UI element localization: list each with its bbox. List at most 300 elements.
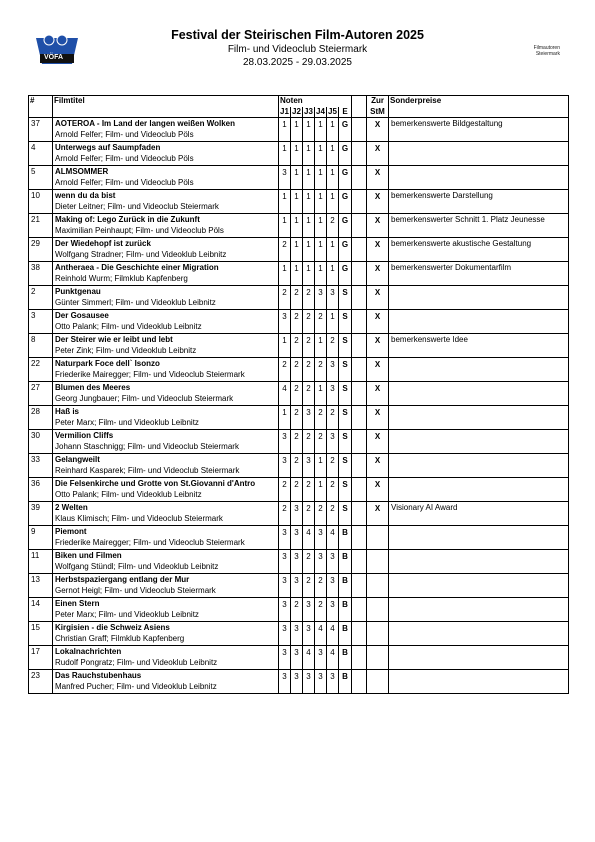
film-cell: [53, 646, 279, 670]
col-j4-header: J4: [316, 106, 325, 116]
score-j2: 2: [291, 454, 303, 478]
score-j4: 2: [315, 358, 327, 382]
col-e-header-top: [339, 96, 352, 107]
score-j2: 3: [291, 622, 303, 646]
score-j2: 3: [291, 670, 303, 694]
score-j3: 2: [303, 286, 315, 310]
score-j3: 3: [303, 670, 315, 694]
score-j4: 2: [315, 430, 327, 454]
film-cell: [53, 382, 279, 406]
stm-mark: X: [367, 166, 389, 190]
score-j1: 3: [279, 526, 291, 550]
score-j3: 1: [303, 142, 315, 166]
spacer-col-header: [352, 96, 367, 107]
col-j3-header: J3: [304, 106, 313, 116]
spacer-cell: [352, 310, 367, 334]
score-j1: 2: [279, 286, 291, 310]
score-j1: 3: [279, 166, 291, 190]
film-cell: [53, 478, 279, 502]
film-cell: [53, 454, 279, 478]
spacer-cell: [352, 430, 367, 454]
table-row: [29, 478, 569, 502]
score-j4: 3: [315, 286, 327, 310]
film-cell: [53, 622, 279, 646]
score-j3: 3: [303, 598, 315, 622]
score-j5: 1: [327, 238, 339, 262]
special-prize: [389, 598, 569, 622]
score-j1: 1: [279, 118, 291, 142]
score-j5: 1: [327, 310, 339, 334]
table-row: [29, 526, 569, 550]
stm-mark: X: [367, 454, 389, 478]
score-e: S: [339, 430, 352, 454]
col-nr-header: #: [29, 96, 53, 107]
film-author: Gernot Heigl; Film- und Videoclub Steiermark: [55, 585, 216, 595]
special-prize: [389, 646, 569, 670]
film-number: 39: [29, 502, 53, 526]
film-title: Biken und Filmen: [55, 551, 122, 560]
score-j5: 2: [327, 454, 339, 478]
score-j5: 1: [327, 118, 339, 142]
film-title: Das Rauchstubenhaus: [55, 671, 142, 680]
score-j4: 1: [315, 214, 327, 238]
score-j5: 3: [327, 550, 339, 574]
logo-text: VÖFA: [44, 54, 64, 61]
stm-mark: [367, 526, 389, 550]
stm-mark: X: [367, 478, 389, 502]
table-row: [29, 262, 569, 286]
table-row: [29, 382, 569, 406]
score-j1: 3: [279, 622, 291, 646]
score-j5: 2: [327, 502, 339, 526]
film-number: 23: [29, 670, 53, 694]
score-j5: 3: [327, 670, 339, 694]
score-e: S: [339, 382, 352, 406]
score-j4: 2: [315, 574, 327, 598]
film-title: Punktgenau: [55, 287, 101, 296]
score-j4: 3: [315, 526, 327, 550]
film-author: Arnold Felfer; Film- und Videoclub Pöls: [55, 177, 194, 187]
stm-mark: X: [367, 334, 389, 358]
film-cell: [53, 598, 279, 622]
special-prize: bemerkenswerter Schnitt 1. Platz Jeunesse: [389, 214, 569, 238]
score-e: B: [339, 670, 352, 694]
score-j2: 1: [291, 214, 303, 238]
score-j5: 3: [327, 574, 339, 598]
table-row: [29, 550, 569, 574]
stm-mark: X: [367, 214, 389, 238]
film-cell: [53, 526, 279, 550]
film-cell: [53, 142, 279, 166]
col-zur-header: Zur: [367, 96, 389, 107]
score-j4: 4: [315, 622, 327, 646]
film-title: Lokalnachrichten: [55, 647, 122, 656]
film-author: Wolfgang Stradner; Film- und Videoklub Leibnitz: [55, 249, 227, 259]
film-cell: [53, 670, 279, 694]
score-j4: 1: [315, 382, 327, 406]
stm-mark: X: [367, 190, 389, 214]
film-title: Piemont: [55, 527, 87, 536]
film-cell: [53, 502, 279, 526]
film-title: Making of: Lego Zurück in die Zukunft: [55, 215, 200, 224]
film-number: 30: [29, 430, 53, 454]
film-number: 22: [29, 358, 53, 382]
score-j2: 2: [291, 478, 303, 502]
score-j3: 3: [303, 622, 315, 646]
score-e: B: [339, 574, 352, 598]
special-prize: [389, 382, 569, 406]
special-prize: [389, 310, 569, 334]
score-e: G: [339, 262, 352, 286]
filmautoren-logo: [510, 45, 560, 57]
film-title: Antheraea - Die Geschichte einer Migration: [55, 263, 219, 272]
col-stm-header: StM: [367, 107, 389, 118]
score-j5: 4: [327, 646, 339, 670]
score-j2: 1: [291, 118, 303, 142]
table-row: [29, 190, 569, 214]
col-nr-sub: [29, 107, 53, 118]
table-row: [29, 574, 569, 598]
film-title: Blumen des Meeres: [55, 383, 131, 392]
score-j2: 3: [291, 646, 303, 670]
score-j1: 1: [279, 406, 291, 430]
score-j3: 1: [303, 262, 315, 286]
film-author: Johann Staschnigg; Film- und Videoclub Steiermark: [55, 441, 239, 451]
score-j4: 1: [315, 454, 327, 478]
col-title-sub: [53, 107, 279, 118]
stm-mark: X: [367, 286, 389, 310]
score-j3: 2: [303, 430, 315, 454]
score-e: G: [339, 166, 352, 190]
table-row: [29, 622, 569, 646]
film-number: 28: [29, 406, 53, 430]
film-title: Der Gosausee: [55, 311, 109, 320]
spacer-cell: [352, 454, 367, 478]
special-prize: [389, 142, 569, 166]
score-j3: 1: [303, 238, 315, 262]
film-title: Naturpark Foce dell` Isonzo: [55, 359, 160, 368]
film-title: Der Steirer wie er leibt und lebt: [55, 335, 173, 344]
spacer-cell: [352, 478, 367, 502]
score-j1: 3: [279, 550, 291, 574]
film-number: 27: [29, 382, 53, 406]
film-author: Otto Palank; Film- und Videoklub Leibnitz: [55, 321, 202, 331]
score-e: S: [339, 454, 352, 478]
stm-mark: [367, 646, 389, 670]
spacer-cell: [352, 190, 367, 214]
score-j5: 2: [327, 334, 339, 358]
score-j1: 1: [279, 334, 291, 358]
festival-dates: 28.03.2025 - 29.03.2025: [243, 57, 352, 68]
score-j3: 2: [303, 550, 315, 574]
score-e: B: [339, 526, 352, 550]
film-title: Haß is: [55, 407, 80, 416]
score-j1: 1: [279, 262, 291, 286]
special-prize: bemerkenswerte akustische Gestaltung: [389, 238, 569, 262]
score-e: B: [339, 598, 352, 622]
score-j1: 3: [279, 454, 291, 478]
film-cell: [53, 166, 279, 190]
film-author: Friederike Mairegger; Film- und Videoclub Steiermark: [55, 369, 245, 379]
score-j5: 1: [327, 142, 339, 166]
table-row: [29, 430, 569, 454]
score-j4: 1: [315, 142, 327, 166]
col-noten-header: Noten: [279, 96, 339, 107]
stm-mark: [367, 598, 389, 622]
film-number: 33: [29, 454, 53, 478]
score-j1: 3: [279, 598, 291, 622]
score-j4: 1: [315, 478, 327, 502]
score-j3: 1: [303, 166, 315, 190]
film-number: 2: [29, 286, 53, 310]
film-title: Herbstspaziergang entlang der Mur: [55, 575, 190, 584]
film-cell: [53, 406, 279, 430]
score-j3: 2: [303, 382, 315, 406]
special-prize: [389, 286, 569, 310]
score-j2: 2: [291, 358, 303, 382]
score-j1: 3: [279, 646, 291, 670]
right-logo-line2: Steiermark: [535, 51, 560, 57]
film-author: Otto Palank; Film- und Videoklub Leibnitz: [55, 489, 202, 499]
table-row: [29, 310, 569, 334]
film-number: 17: [29, 646, 53, 670]
score-j2: 3: [291, 526, 303, 550]
special-prize: bemerkenswerte Idee: [389, 334, 569, 358]
film-number: 13: [29, 574, 53, 598]
col-j1-header: J1: [280, 106, 289, 116]
col-j2-header: J2: [292, 106, 301, 116]
score-e: G: [339, 142, 352, 166]
table-row: [29, 598, 569, 622]
score-j2: 1: [291, 262, 303, 286]
table-body: [29, 96, 569, 694]
special-prize: [389, 670, 569, 694]
film-title: wenn du da bist: [55, 191, 116, 200]
spacer-col-sub: [352, 107, 367, 118]
score-j2: 1: [291, 142, 303, 166]
score-j2: 2: [291, 598, 303, 622]
score-j5: 1: [327, 190, 339, 214]
film-author: Manfred Pucher; Film- und Videoklub Leibnitz: [55, 681, 217, 691]
table-row: [29, 406, 569, 430]
spacer-cell: [352, 670, 367, 694]
spacer-cell: [352, 622, 367, 646]
stm-mark: [367, 574, 389, 598]
table-row: [29, 502, 569, 526]
film-author: Rudolf Pongratz; Film- und Videoklub Leibnitz: [55, 657, 218, 667]
score-j1: 2: [279, 238, 291, 262]
score-e: S: [339, 502, 352, 526]
film-title: Die Felsenkirche und Grotte von St.Giovanni d'Antro: [55, 479, 256, 488]
film-author: Reinhard Kasparek; Film- und Videoclub Steiermark: [55, 465, 240, 475]
score-j4: 1: [315, 190, 327, 214]
score-j2: 1: [291, 190, 303, 214]
table-row: [29, 142, 569, 166]
stm-mark: [367, 670, 389, 694]
header-row-2: [29, 107, 569, 118]
score-j4: 2: [315, 310, 327, 334]
score-j5: 1: [327, 166, 339, 190]
film-cell: [53, 190, 279, 214]
stm-mark: X: [367, 238, 389, 262]
right-logo-line1: Filmautoren: [533, 45, 560, 51]
score-j5: 1: [327, 262, 339, 286]
film-number: 15: [29, 622, 53, 646]
film-number: 21: [29, 214, 53, 238]
table-row: [29, 286, 569, 310]
score-j3: 2: [303, 478, 315, 502]
score-j3: 2: [303, 334, 315, 358]
col-title-header: Filmtitel: [53, 96, 279, 107]
special-prize: bemerkenswerte Bildgestaltung: [389, 118, 569, 142]
score-j2: 1: [291, 166, 303, 190]
film-number: 9: [29, 526, 53, 550]
stm-mark: X: [367, 262, 389, 286]
special-prize: Visionary AI Award: [389, 502, 569, 526]
film-author: Friederike Mairegger; Film- und Videoclub Steiermark: [55, 537, 245, 547]
score-j1: 3: [279, 310, 291, 334]
film-cell: [53, 358, 279, 382]
score-j2: 1: [291, 238, 303, 262]
film-cell: [53, 574, 279, 598]
spacer-cell: [352, 574, 367, 598]
film-number: 4: [29, 142, 53, 166]
stm-mark: X: [367, 310, 389, 334]
score-j3: 1: [303, 214, 315, 238]
score-j3: 1: [303, 118, 315, 142]
film-author: Maximilian Peinhaupt; Film- und Videoclub Pöls: [55, 225, 224, 235]
special-prize: [389, 358, 569, 382]
stm-mark: [367, 622, 389, 646]
score-e: G: [339, 238, 352, 262]
score-j2: 2: [291, 334, 303, 358]
score-j3: 3: [303, 406, 315, 430]
score-e: S: [339, 286, 352, 310]
results-table: [28, 95, 569, 694]
score-j5: 2: [327, 214, 339, 238]
film-cell: [53, 238, 279, 262]
special-prize: [389, 574, 569, 598]
page-title: Festival der Steirischen Film-Autoren 2025: [171, 28, 424, 42]
score-j5: 2: [327, 406, 339, 430]
film-title: Vermilion Cliffs: [55, 431, 114, 440]
score-e: S: [339, 310, 352, 334]
film-number: 10: [29, 190, 53, 214]
film-author: Dieter Leitner; Film- und Videoclub Steiermark: [55, 201, 219, 211]
stm-mark: X: [367, 406, 389, 430]
score-j2: 3: [291, 502, 303, 526]
film-cell: [53, 334, 279, 358]
score-j3: 4: [303, 646, 315, 670]
score-j1: 3: [279, 574, 291, 598]
stm-mark: X: [367, 430, 389, 454]
film-number: 36: [29, 478, 53, 502]
score-j2: 2: [291, 286, 303, 310]
spacer-cell: [352, 166, 367, 190]
film-number: 37: [29, 118, 53, 142]
table-row: [29, 334, 569, 358]
film-author: Klaus Klimisch; Film- und Videoclub Steiermark: [55, 513, 223, 523]
film-cell: [53, 214, 279, 238]
spacer-cell: [352, 406, 367, 430]
score-j3: 3: [303, 454, 315, 478]
score-j1: 3: [279, 670, 291, 694]
score-e: B: [339, 646, 352, 670]
special-prize: [389, 454, 569, 478]
special-prize: [389, 430, 569, 454]
film-author: Georg Jungbauer; Film- und Videoclub Steiermark: [55, 393, 234, 403]
score-j1: 2: [279, 478, 291, 502]
header-row-1: [29, 96, 569, 107]
score-j4: 1: [315, 334, 327, 358]
special-prize: [389, 550, 569, 574]
score-j2: 2: [291, 406, 303, 430]
special-prize: [389, 406, 569, 430]
score-j4: 1: [315, 118, 327, 142]
stm-mark: X: [367, 142, 389, 166]
spacer-cell: [352, 502, 367, 526]
spacer-cell: [352, 598, 367, 622]
table-row: [29, 214, 569, 238]
score-j2: 3: [291, 550, 303, 574]
film-author: Wolfgang Stündl; Film- und Videoklub Leibnitz: [55, 561, 219, 571]
score-e: G: [339, 214, 352, 238]
spacer-cell: [352, 646, 367, 670]
score-j4: 3: [315, 550, 327, 574]
score-j4: 3: [315, 646, 327, 670]
stm-mark: [367, 550, 389, 574]
film-author: Arnold Felfer; Film- und Videoclub Pöls: [55, 153, 194, 163]
film-title: Gelangweilt: [55, 455, 100, 464]
score-j5: 4: [327, 526, 339, 550]
spacer-cell: [352, 214, 367, 238]
special-prize: [389, 526, 569, 550]
score-j1: 1: [279, 190, 291, 214]
score-j1: 3: [279, 430, 291, 454]
film-title: 2 Welten: [55, 503, 88, 512]
film-author: Reinhold Wurm; Filmklub Kapfenberg: [55, 273, 188, 283]
score-j4: 1: [315, 166, 327, 190]
film-title: Kirgisien - die Schweiz Asiens: [55, 623, 170, 632]
film-author: Peter Marx; Film- und Videoklub Leibnitz: [55, 609, 199, 619]
film-number: 29: [29, 238, 53, 262]
film-cell: [53, 286, 279, 310]
spacer-cell: [352, 262, 367, 286]
score-e: S: [339, 478, 352, 502]
spacer-cell: [352, 142, 367, 166]
score-j5: 3: [327, 598, 339, 622]
film-title: Einen Stern: [55, 599, 100, 608]
score-e: B: [339, 622, 352, 646]
score-j2: 2: [291, 430, 303, 454]
table-row: [29, 166, 569, 190]
film-number: 3: [29, 310, 53, 334]
page-header: [0, 28, 595, 69]
table-row: [29, 646, 569, 670]
score-j1: 1: [279, 214, 291, 238]
score-j3: 2: [303, 574, 315, 598]
spacer-cell: [352, 286, 367, 310]
film-number: 38: [29, 262, 53, 286]
special-prize: [389, 166, 569, 190]
film-author: Günter Simmerl; Film- und Videoklub Leibnitz: [55, 297, 216, 307]
score-j2: 3: [291, 574, 303, 598]
score-j4: 3: [315, 670, 327, 694]
stm-mark: X: [367, 502, 389, 526]
score-j2: 2: [291, 310, 303, 334]
score-e: B: [339, 550, 352, 574]
score-e: S: [339, 358, 352, 382]
